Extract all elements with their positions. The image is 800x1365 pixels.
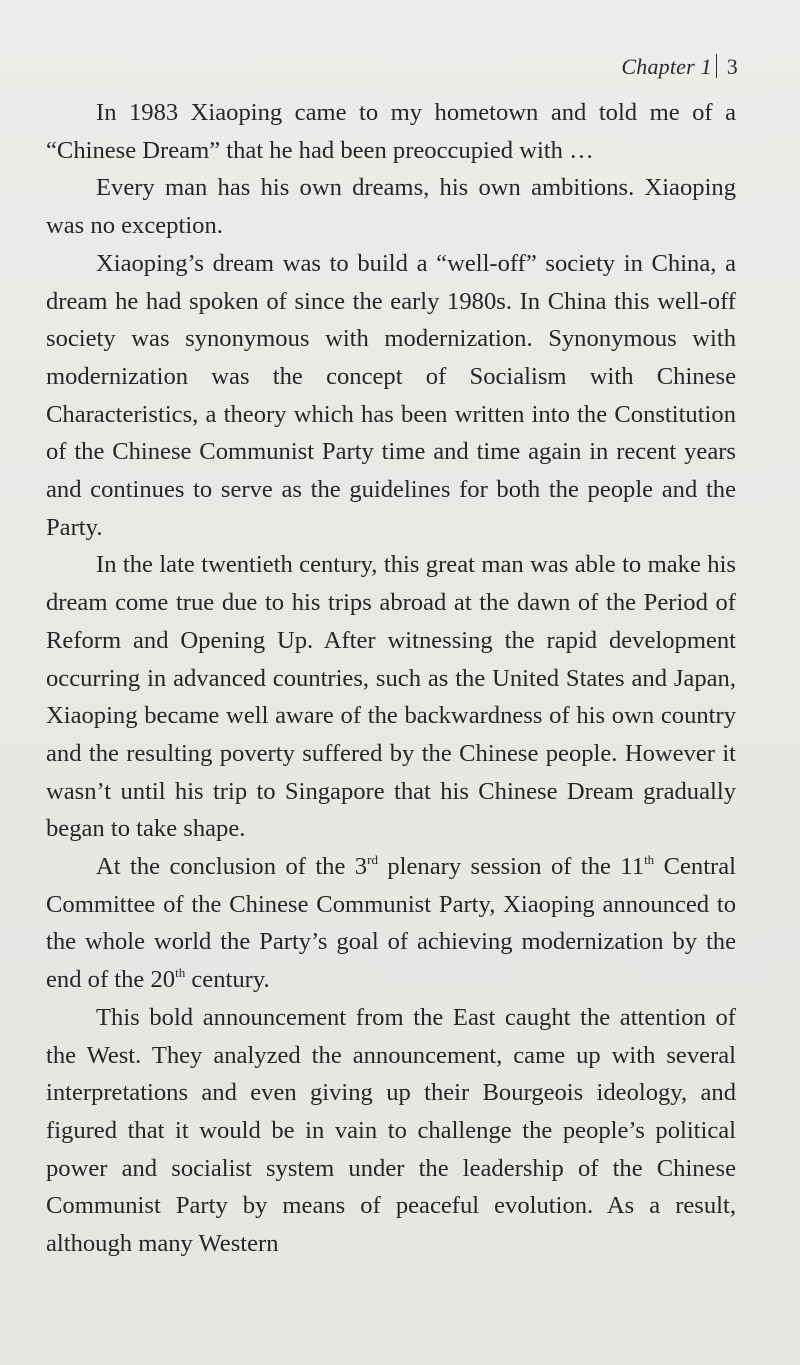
paragraph-5 <box>46 848 736 999</box>
paragraph-2: Every man has his own dreams, his own ambitions. Xiaoping was no exception. <box>46 174 736 240</box>
paragraph-6: This bold announcement from the East caught the attention of the West. They analyzed the announcement, came up with several interpretations and even giving up their Bourgeois ideology, and figured that it would be in vain to challenge the people’s political power and socialist system under the leadership of the Chinese Communist Party by means of peaceful evolution. As a result, although many Western <box>46 1003 736 1258</box>
ordinal-suffix-th-20: th <box>175 965 186 981</box>
paragraph-3: Xiaoping’s dream was to build a “well-off” society in China, a dream he had spoken of since the early 1980s. In China this well-off society was synonymous with modernization. Synonymous with modernization was the concept of Socialism with Chinese Characteristics, a theory which has been written into the Constitution of the Chinese Communist Party time and time again in recent years and continues to serve as the guidelines for both the people and the Party. <box>46 249 736 541</box>
paragraph-4: In the late twentieth century, this great man was able to make his dream come true due to his trips abroad at the dawn of the Period of Reform and Opening Up. After witnessing the rapid development occurring in advanced countries, such as the United States and Japan, Xiaoping became well aware of the backwardness of his own country and the resulting poverty suffered by the Chinese people. However it wasn’t until his trip to Singapore that his Chinese Dream gradually began to take shape. <box>46 551 736 843</box>
header-divider <box>716 54 717 78</box>
paragraph-5-part-2: plenary session of the 11 <box>377 853 645 881</box>
page-number: 3 <box>726 54 738 79</box>
paragraph-5-part-4: century. <box>185 966 270 994</box>
ordinal-suffix-th-11: th <box>644 852 655 868</box>
paragraph-5-part-1: At the conclusion of the 3 <box>96 853 368 881</box>
running-head <box>621 54 738 80</box>
ordinal-suffix-rd: rd <box>367 852 378 868</box>
paragraph-5-part-3: Central Committee of the Chinese Communist Party, Xiaoping announced to the whole world the Party’s goal of achieving modernization by the end of the 20 <box>46 853 736 994</box>
body-text <box>46 94 736 1263</box>
paragraph-1: In 1983 Xiaoping came to my hometown and told me of a “Chinese Dream” that he had been preoccupied with … <box>46 99 736 164</box>
chapter-label: Chapter 1 <box>621 54 712 79</box>
